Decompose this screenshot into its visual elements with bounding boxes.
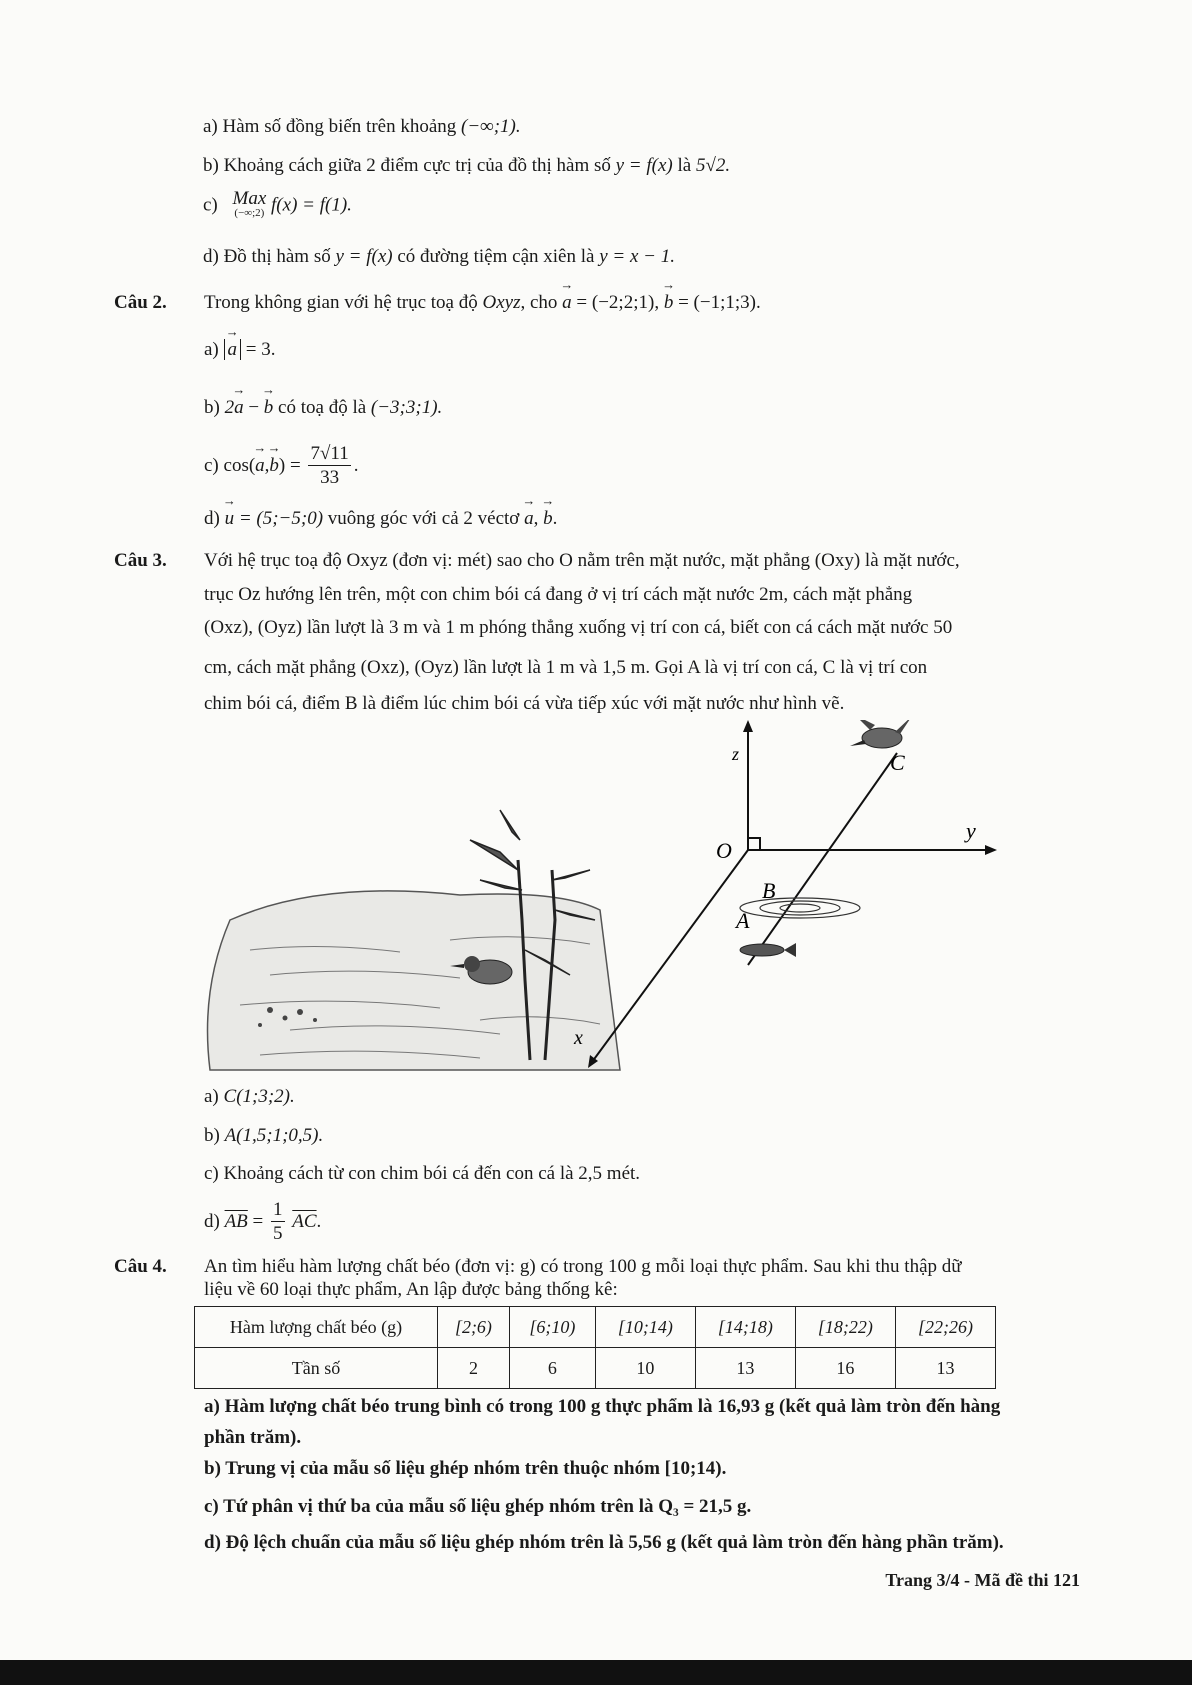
- q3-option-a: a) C(1;3;2).: [204, 1086, 295, 1107]
- q2-option-a: a) → a = 3.: [204, 339, 275, 361]
- page-footer: Trang 3/4 - Mã đề thi 121: [885, 1570, 1080, 1590]
- q4-title: Câu 4.: [114, 1256, 167, 1277]
- table-row: [195, 1348, 996, 1389]
- table-cell: Hàm lượng chất béo (g): [195, 1307, 438, 1348]
- q1-option-d: d) Đồ thị hàm số y = f(x) có đường tiệm cận xiên là y = x − 1.: [203, 246, 675, 267]
- table-cell: [18;22): [795, 1307, 895, 1348]
- axis-y-label: y: [966, 818, 976, 843]
- q3-option-d: d) $\overline{AB}$ = $\frac{1}{5}$ $\overline{AC}$.: [204, 1199, 322, 1244]
- axis-z-label: z: [732, 744, 740, 764]
- table-cell: [10;14): [595, 1307, 695, 1348]
- point-c-label: C: [890, 750, 905, 775]
- q3-figure: [200, 720, 1080, 1080]
- q3-title: Câu 3.: [114, 550, 167, 571]
- q3-option-b: b) A(1,5;1;0,5).: [204, 1125, 324, 1146]
- table-cell: [6;10): [509, 1307, 595, 1348]
- table-cell: 2: [438, 1348, 510, 1389]
- q4-line-1: An tìm hiểu hàm lượng chất béo (đơn vị: g) có trong 100 g mỗi loại thực phẩm. Sau khi thu thập dữ: [204, 1256, 962, 1277]
- q2-option-c: c) cos(→ a,→ b) = $\frac{7√11}{33}$ .: [204, 443, 358, 490]
- point-a-label: A: [736, 908, 750, 933]
- q4-line-2: liệu về 60 loại thực phẩm, An lập được bảng thống kê:: [204, 1279, 618, 1300]
- frequency-table: [194, 1306, 996, 1389]
- q2-title: Câu 2.: [114, 292, 167, 313]
- point-b-label: B: [762, 878, 776, 903]
- q1-option-b: b) Khoảng cách giữa 2 điểm cực trị của đồ thị hàm số y = f(x) là 5√2.: [203, 155, 731, 176]
- q2-stem: Trong không gian với hệ trục toạ độ Oxyz, cho → a = (−2;2;1), → b = (−1;1;3).: [204, 292, 761, 314]
- q3-option-c: c) Khoảng cách từ con chim bói cá đến con cá là 2,5 mét.: [204, 1163, 641, 1184]
- table-cell: [22;26): [895, 1307, 995, 1348]
- table-cell: 13: [895, 1348, 995, 1389]
- q4-option-a-line-1: a) Hàm lượng chất béo trung bình có trong 100 g thực phẩm là 16,93 g (kết quả làm tròn đến hàng: [204, 1396, 1001, 1417]
- q3-line-1: Với hệ trục toạ độ Oxyz (đơn vị: mét) sao cho O nằm trên mặt nước, mặt phẳng (Oxy) là mặt nước,: [204, 550, 960, 571]
- table-cell: 16: [795, 1348, 895, 1389]
- q4-option-b: b) Trung vị của mẫu số liệu ghép nhóm trên thuộc nhóm [10;14).: [204, 1458, 727, 1479]
- table-cell: [14;18): [695, 1307, 795, 1348]
- axis-x-label: x: [574, 1027, 583, 1049]
- q2-option-d: d) → u = (5;−5;0) vuông góc với cả 2 véctơ → a, → b.: [204, 508, 557, 530]
- q3-line-2: trục Oz hướng lên trên, một con chim bói cá đang ở vị trí cách mặt nước 2m, cách mặt phẳng: [204, 584, 913, 605]
- q4-option-a-line-2: phần trăm).: [204, 1427, 302, 1448]
- q3-line-5: chim bói cá, điểm B là điểm lúc chim bói cá vừa tiếp xúc với mặt nước như hình vẽ.: [204, 693, 845, 714]
- table-cell: Tần số: [195, 1348, 438, 1389]
- q1-option-c: c) Max (−∞;2) f(x) = f(1).: [203, 188, 352, 219]
- q3-line-3: (Oxz), (Oyz) lần lượt là 3 m và 1 m phóng thẳng xuống vị trí con cá, biết con cá cách mặt nước 50: [204, 617, 953, 638]
- landscape-illustration: [208, 810, 621, 1070]
- table-header-row: [195, 1307, 996, 1348]
- q4-option-d: d) Độ lệch chuẩn của mẫu số liệu ghép nhóm trên là 5,56 g (kết quả làm tròn đến hàng phần trăm).: [204, 1532, 1004, 1553]
- scan-edge: [0, 1660, 1192, 1685]
- q3-line-4: cm, cách mặt phẳng (Oxz), (Oyz) lần lượt là 1 m và 1,5 m. Gọi A là vị trí con cá, C là vị trí con: [204, 657, 928, 678]
- q4-option-c: c) Tứ phân vị thứ ba của mẫu số liệu ghép nhóm trên là Q₃ = 21,5 g.: [204, 1496, 752, 1517]
- table-cell: 13: [695, 1348, 795, 1389]
- origin-label: O: [716, 838, 732, 863]
- q2-option-b: b) 2→ a − → b có toạ độ là (−3;3;1).: [204, 397, 442, 419]
- axes: [592, 725, 990, 1062]
- table-cell: [2;6): [438, 1307, 510, 1348]
- table-cell: 6: [509, 1348, 595, 1389]
- table-cell: 10: [595, 1348, 695, 1389]
- q1-option-a: a) Hàm số đồng biến trên khoảng (−∞;1).: [203, 116, 521, 137]
